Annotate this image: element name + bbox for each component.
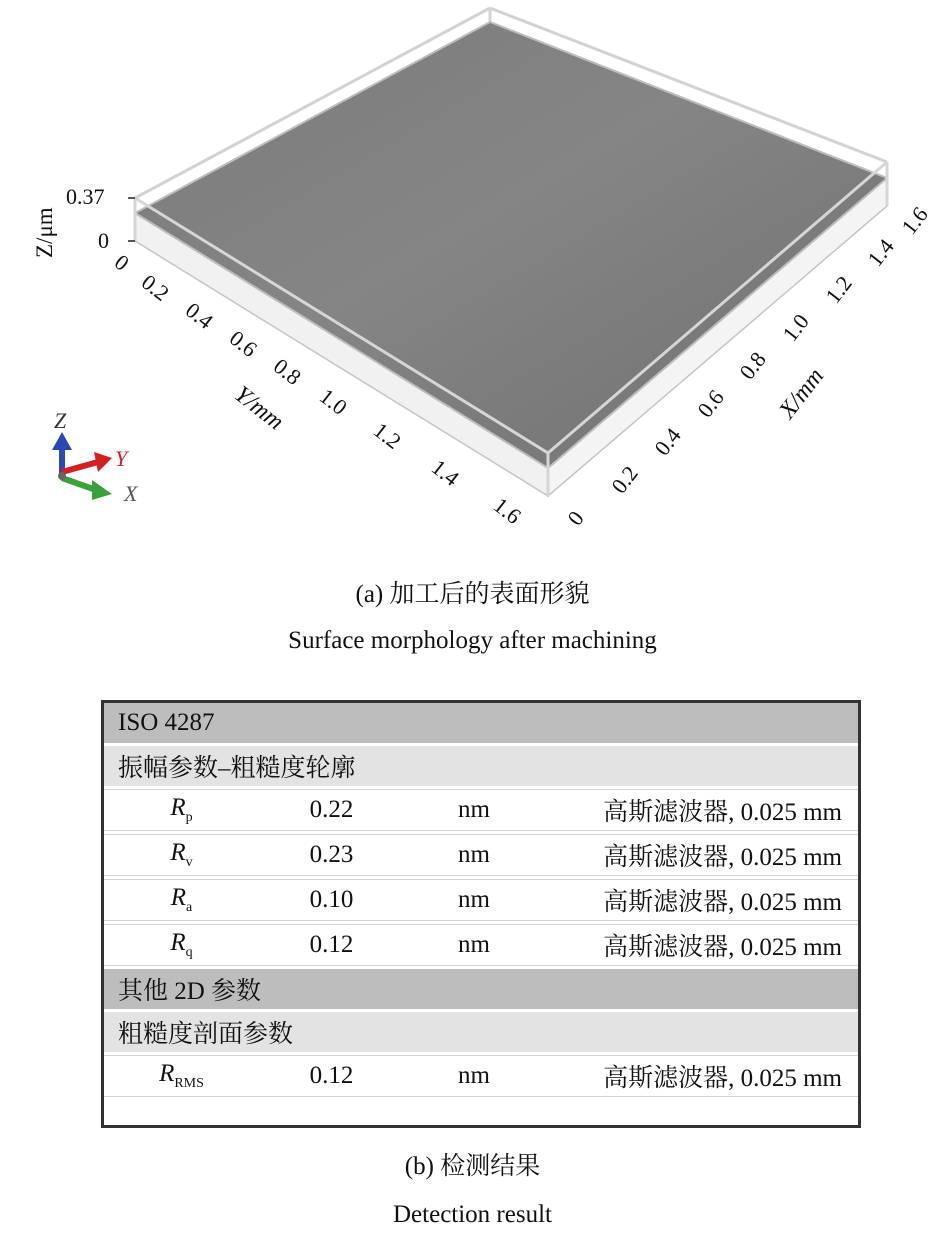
param-value: 0.12 <box>259 1055 404 1097</box>
z-tick-top: 0.37 <box>66 184 105 209</box>
param-value: 0.23 <box>259 834 404 876</box>
param-filter: 高斯滤波器, 0.025 mm <box>544 924 858 966</box>
group-label: 其他 2D 参数 <box>104 969 858 1009</box>
y-tick: 1.0 <box>314 383 352 420</box>
triad-z-label: Z <box>54 408 67 433</box>
table-group-other-2d <box>104 969 858 1009</box>
x-tick: 0.8 <box>734 347 771 385</box>
z-tick-bottom: 0 <box>98 228 109 253</box>
z-axis-title: Z/μm <box>32 207 57 258</box>
param-unit: nm <box>404 879 544 921</box>
triad-x-arrowhead <box>92 480 112 500</box>
param-name: $R_v$ <box>104 834 259 876</box>
x-tick: 0 <box>562 506 589 531</box>
x-tick: 1.6 <box>896 202 933 240</box>
x-axis-title: X/mm <box>774 363 830 424</box>
table-group-roughness-profile <box>104 1012 858 1052</box>
x-tick: 0.4 <box>649 423 686 461</box>
x-tick: 1.0 <box>777 309 814 347</box>
param-unit: nm <box>404 834 544 876</box>
caption-b-en: Detection result <box>393 1201 552 1228</box>
caption-a-cn: (a) 加工后的表面形貌 <box>355 581 590 608</box>
y-axis-title: Y/mm <box>229 381 289 436</box>
table-row <box>104 924 858 966</box>
triad-y-arrowhead <box>94 452 112 472</box>
param-name: $R_p$ <box>104 789 259 831</box>
param-filter: 高斯滤波器, 0.025 mm <box>544 789 858 831</box>
param-unit: nm <box>404 789 544 831</box>
param-filter: 高斯滤波器, 0.025 mm <box>544 834 858 876</box>
table-row <box>104 789 858 831</box>
x-tick: 1.2 <box>820 271 857 309</box>
x-tick: 1.4 <box>862 234 899 272</box>
orientation-triad <box>52 408 139 506</box>
param-unit: nm <box>404 924 544 966</box>
param-value: 0.10 <box>259 879 404 921</box>
y-tick: 0.6 <box>224 325 262 362</box>
x-tick: 0.6 <box>692 385 729 423</box>
y-tick: 1.6 <box>488 492 526 529</box>
y-tick: 1.4 <box>426 454 464 491</box>
triad-z-arrowhead <box>52 432 72 450</box>
caption-a-en: Surface morphology after machining <box>288 627 657 654</box>
param-filter: 高斯滤波器, 0.025 mm <box>544 879 858 921</box>
triad-y-arrow <box>62 462 98 472</box>
y-tick: 0.8 <box>268 353 306 390</box>
group-label: 振幅参数–粗糙度轮廓 <box>104 746 858 786</box>
param-filter: 高斯滤波器, 0.025 mm <box>544 1055 858 1097</box>
caption-b-cn: (b) 检测结果 <box>404 1153 541 1180</box>
param-name: $R_a$ <box>104 879 259 921</box>
triad-x-arrow <box>62 478 96 490</box>
detection-result-table <box>101 700 861 1128</box>
param-name: $R_q$ <box>104 924 259 966</box>
x-tick: 0.2 <box>606 461 643 499</box>
y-tick: 0.4 <box>180 297 218 334</box>
surface-morphology-figure <box>0 0 945 560</box>
triad-y-label: Y <box>115 446 128 471</box>
standard-label: ISO 4287 <box>104 703 858 743</box>
y-tick: 0.2 <box>136 269 174 306</box>
param-value: 0.12 <box>259 924 404 966</box>
param-value: 0.22 <box>259 789 404 831</box>
y-tick: 0 <box>109 249 134 276</box>
table-row <box>104 834 858 876</box>
triad-origin <box>58 472 66 480</box>
param-name: $R_{RMS}$ <box>104 1055 259 1097</box>
table-row <box>104 1055 858 1097</box>
table-header-standard <box>104 703 858 743</box>
y-tick: 1.2 <box>368 417 406 454</box>
table-row <box>104 879 858 921</box>
table-group-amplitude <box>104 746 858 786</box>
triad-x-label: X <box>124 481 138 506</box>
param-unit: nm <box>404 1055 544 1097</box>
parameter-table <box>104 700 858 1100</box>
group-label: 粗糙度剖面参数 <box>104 1012 858 1052</box>
